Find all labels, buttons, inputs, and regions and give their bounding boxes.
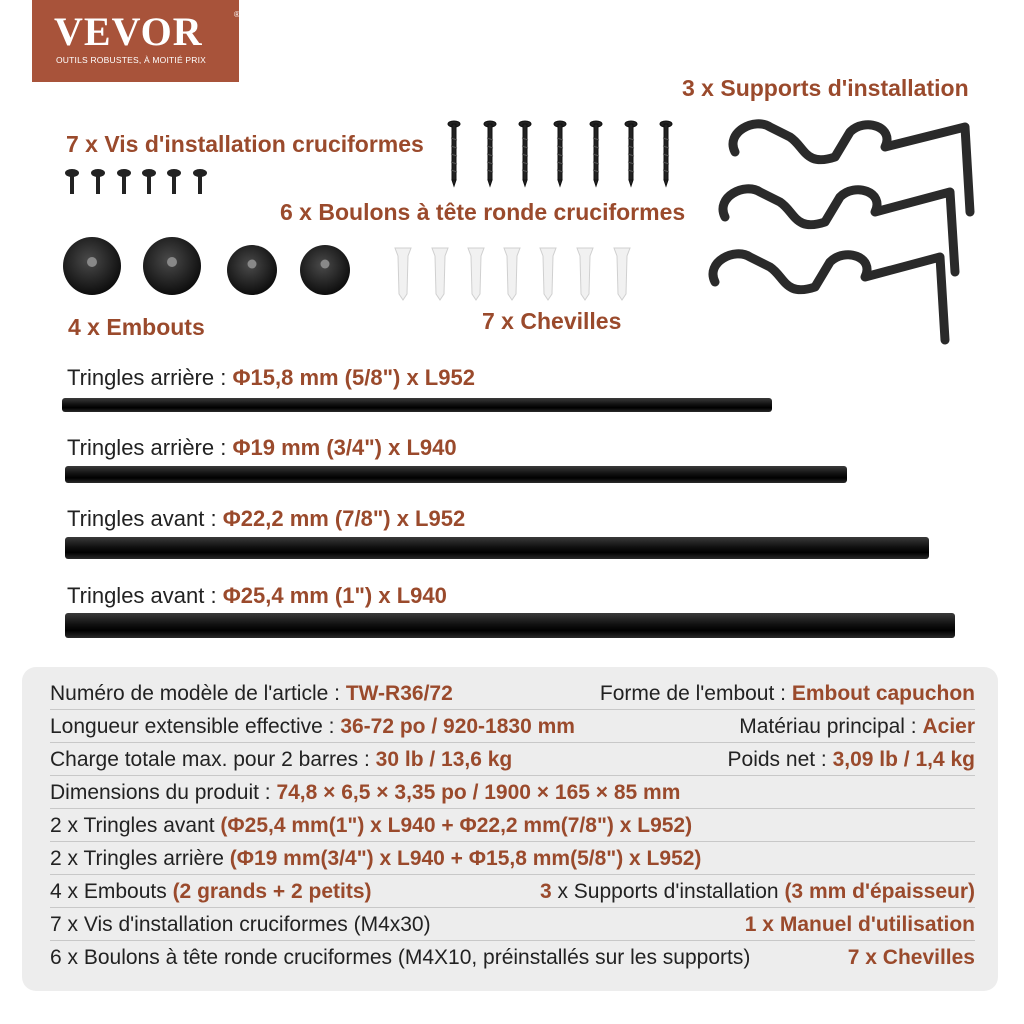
spec-row-model: Numéro de modèle de l'article : TW-R36/72 Forme de l'embout : Embout capuchon <box>50 677 975 710</box>
spec-row-load: Charge totale max. pour 2 barres : 30 lb / 13,6 kg Poids net : 3,09 lb / 1,4 kg <box>50 743 975 776</box>
spec-row-dimensions: Dimensions du produit : 74,8 × 6,5 × 3,35 po / 1900 × 165 × 85 mm <box>50 776 975 809</box>
rod-label-4: Tringles avant : Φ25,4 mm (1") x L940 <box>67 583 447 608</box>
brand-name: VEVOR <box>54 9 203 54</box>
rod-front-small <box>65 537 929 559</box>
supports-label: 3 x Supports d'installation <box>682 75 969 101</box>
bolts-label: 6 x Boulons à tête ronde cruciformes <box>280 199 686 225</box>
spec-row-bolts-anchors: 6 x Boulons à tête ronde cruciformes (M4X10, préinstallés sur les supports) 7 x Chevilles <box>50 946 975 969</box>
short-bolts-illustration <box>62 168 212 198</box>
spec-row-caps-supports: 4 x Embouts (2 grands + 2 petits) 3 x Supports d'installation (3 mm d'épaisseur) <box>50 875 975 908</box>
long-screws-illustration <box>440 118 680 188</box>
spec-row-screws-manual: 7 x Vis d'installation cruciformes (M4x30) 1 x Manuel d'utilisation <box>50 908 975 941</box>
rod-label-2: Tringles arrière : Φ19 mm (3/4") x L940 <box>67 435 457 460</box>
rod-front-large <box>65 613 955 638</box>
end-caps-illustration <box>60 232 360 304</box>
screws-label: 7 x Vis d'installation cruciformes <box>66 131 424 157</box>
spec-row-front-rods: 2 x Tringles avant (Φ25,4 mm(1") x L940 + Φ22,2 mm(7/8") x L952) <box>50 809 975 842</box>
caps-label: 4 x Embouts <box>68 314 205 340</box>
brand-registered-mark: ® <box>234 10 240 19</box>
rod-label-3: Tringles avant : Φ22,2 mm (7/8") x L952 <box>67 506 466 531</box>
rod-label-1: Tringles arrière : Φ15,8 mm (5/8") x L952 <box>67 365 475 390</box>
rod-back-small <box>62 398 772 412</box>
spec-row-back-rods: 2 x Tringles arrière (Φ19 mm(3/4") x L940 + Φ15,8 mm(5/8") x L952) <box>50 842 975 875</box>
brand-tagline: OUTILS ROBUSTES, À MOITIÉ PRIX <box>56 55 207 65</box>
rod-back-large <box>65 466 847 483</box>
brackets-illustration <box>695 112 995 352</box>
wall-anchors-illustration <box>385 244 645 304</box>
specifications-panel <box>22 667 998 991</box>
brand-logo <box>32 0 239 82</box>
spec-row-length: Longueur extensible effective : 36-72 po / 920-1830 mm Matériau principal : Acier <box>50 710 975 743</box>
anchors-label: 7 x Chevilles <box>482 308 622 334</box>
